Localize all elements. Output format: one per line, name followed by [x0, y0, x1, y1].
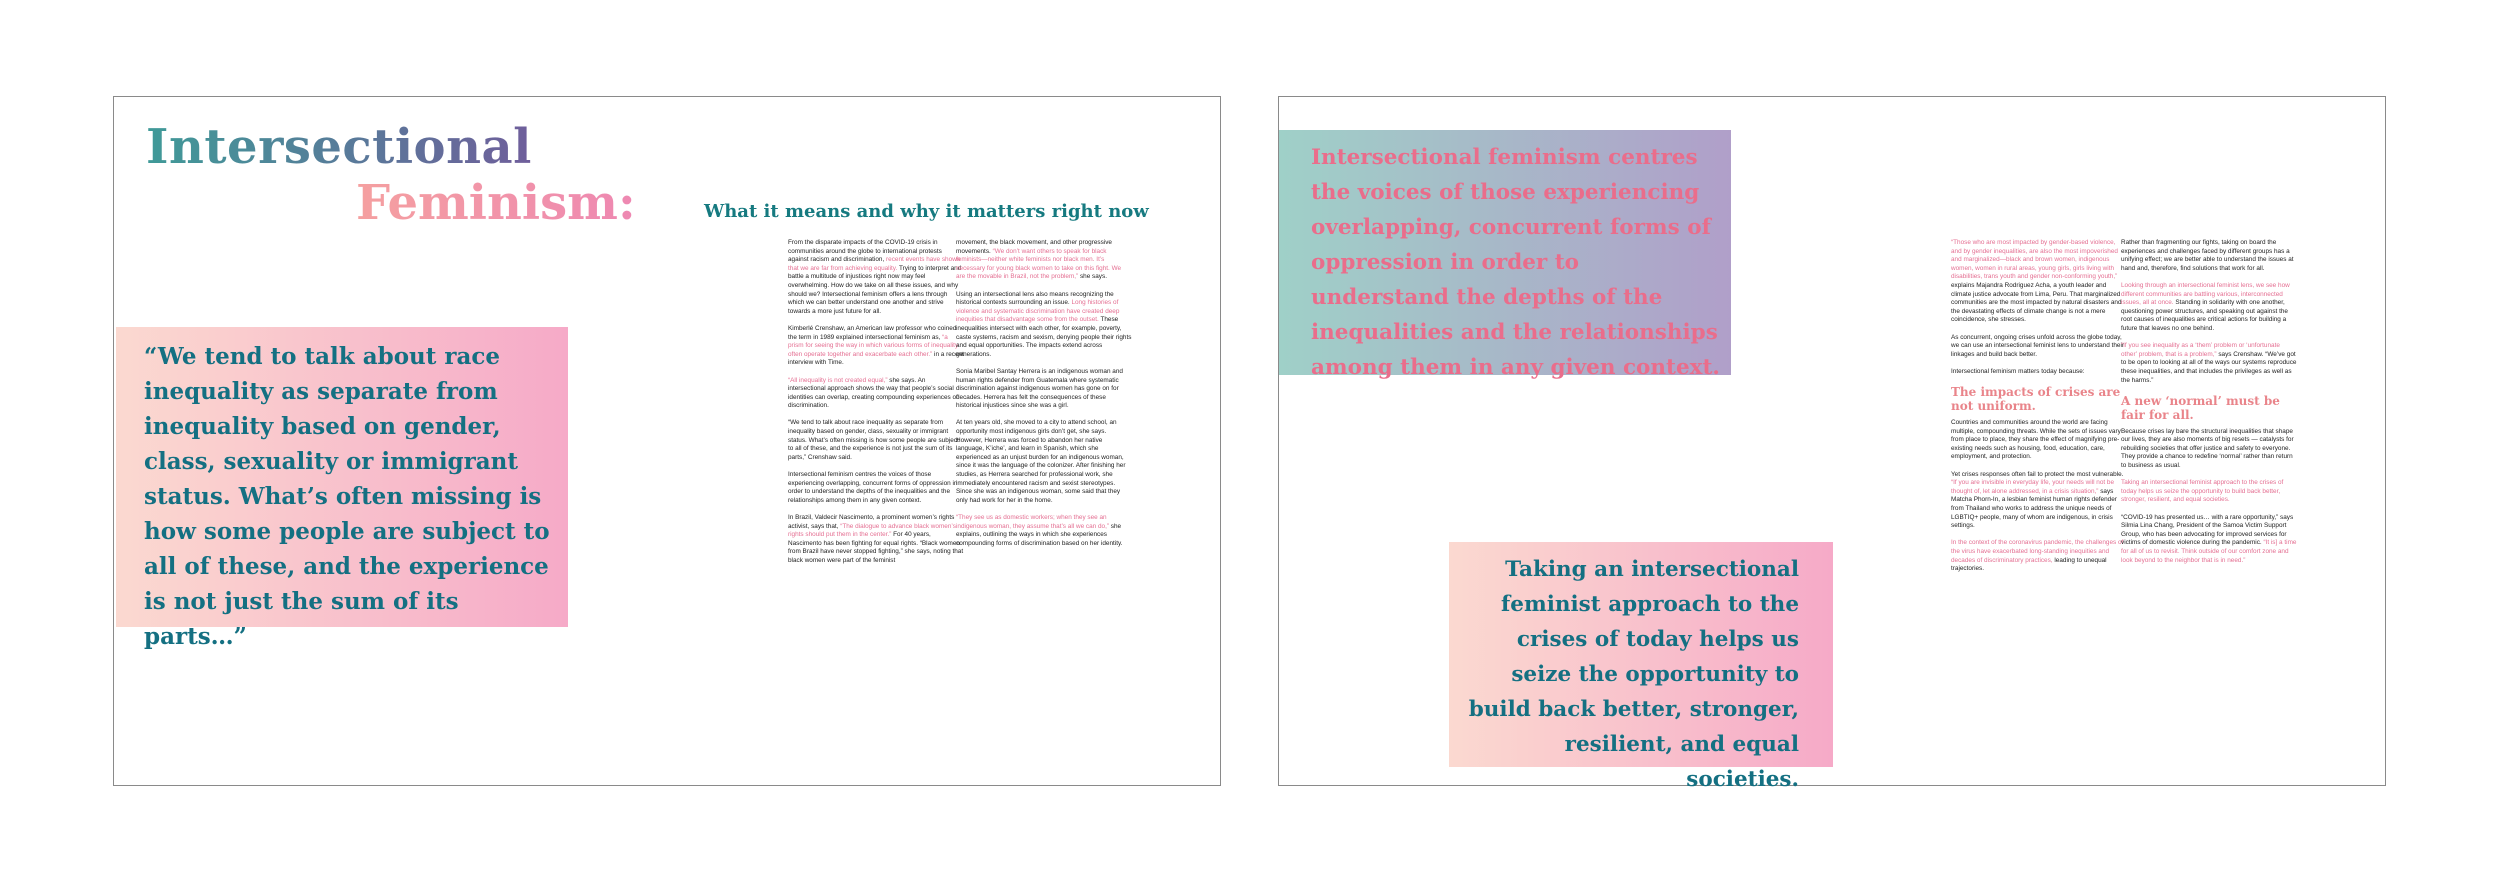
text: Standing in solidarity with one another, questioning power structures, and speaking out against the root causes of inequalities are critical actions for building a future that leaves no one behind.	[2121, 299, 2288, 332]
left-page	[113, 96, 1221, 786]
body-column-2	[956, 239, 1132, 557]
paragraph	[1951, 239, 2127, 325]
body-column-4	[2121, 239, 2297, 574]
paragraph: As concurrent, ongoing crises unfold across the globe today, we can use an intersectional feminist lens to understand their linkages and build back better.	[1951, 333, 2124, 358]
text: These inequalities intersect with each other, for example, poverty, caste systems, racism and sexism, denying people their rights and equal opportunities. The impacts extend across generations.	[956, 316, 1132, 358]
pull-quote-text: “We tend to talk about race inequality as separate from inequality based on gender, class, sexuality or immigrant status. What’s often missing is how some people are subject to all of these, and the experience is not just the sum of its parts…”	[144, 343, 550, 650]
pull-quote-text: Taking an intersectional feminist approach to the crises of today helps us seize the opportunity to build back better, stronger, resilient, and equal societies.	[1468, 557, 1799, 792]
callout-text: Intersectional feminism centres the voices of those experiencing overlapping, concurrent forms of oppression in order to understand the depths of the inequalities and the relationships among them in any given context.	[1311, 145, 1720, 380]
paragraph: Rather than fragmenting our fights, taking on board the experiences and challenges faced by different groups has a unifying effect; we are better able to understand the issues at hand and, therefore, find solutions that work for all.	[2121, 239, 2294, 272]
highlight-text: Long histories of violence and systematic discrimination have created deep inequities that disadvantage some from the outset.	[956, 299, 1120, 324]
text: In Brazil, Valdecir Nascimento, a prominent women’s rights activist, says that,	[788, 514, 955, 530]
paragraph: Sonia Maribel Santay Herrera is an indigenous woman and human rights defender from Guatemala where systematic discrimination against indigenous women has gone on for decades. Herrera has felt the consequences of these historical injustices since she was a girl.	[956, 367, 1123, 410]
highlight-text: “All inequality is not created equal,”	[788, 376, 888, 384]
paragraph: At ten years old, she moved to a city to attend school, an opportunity most indigenous girls don’t get, she says. However, Herrera was forced to abandon her native language, K’iche’, and learn in Spanish, which she experienced as an unjust burden for an indigenous woman, since it was the language of the colonizer. After finishing her studies, as Herrera searched for professional work, she immediately encountered racism and sexist stereotypes. Since she was an indigenous woman, some said that they only had work for her in the home.	[956, 419, 1126, 504]
text: “COVID-19 has presented us… with a rare opportunity,” says Silmia Lina Chang, President of the Samoa Victim Support Group, who has been advocating for improved services for victims of domestic violence during the pandemic.	[2121, 513, 2294, 547]
text: says Matcha Phorn-In, a lesbian feminist human rights defender from Thailand who works to address the unique needs of LGBTIQ+ people, many of whom are indigenous, in crisis settings.	[1951, 487, 2117, 530]
subtitle: What it means and why it matters right now	[704, 201, 1149, 222]
highlight-text: Looking through an intersectional feminist lens, we see how different communities are battling various, interconnected issues, all at once.	[2121, 281, 2290, 307]
text: she explains, outlining the ways in which she experiences compounding forms of discrimination based on her identity.	[956, 522, 1123, 547]
section-heading: A new ‘normal’ must be fair for all.	[2121, 393, 2280, 422]
body-column-3	[1951, 239, 2127, 582]
highlight-text: “We don’t want others to speak for black feminists—neither white feminists nor black men. It’s necessary for young black women to take on this fight. We are the movable in Brazil, not the problem,”	[956, 247, 1122, 281]
text: in a recent interview with Time.	[788, 350, 964, 367]
highlight-text: “If you are invisible in everyday life, your needs will not be thought of, let alone addressed, in a crisis situation,”	[1951, 479, 2115, 495]
highlight-text: “Those who are most impacted by gender-based violence, and by gender inequalities, are also the most impoverished and marginalized—black and brown women, indigenous women, women in rural areas, young girls, girls living with disabilities, trans youth and gender non-conforming youth,”	[1951, 239, 2118, 281]
section-heading: The impacts of crises are not uniform.	[1951, 385, 2121, 414]
highlight-text: recent events have shown that we are far from achieving equality.	[788, 256, 961, 272]
body-column-1	[788, 239, 964, 574]
highlight-text: “The dialogue to advance black women’s rights should put them in the center.”	[788, 522, 956, 539]
text: explains Majandra Rodriguez Acha, a youth leader and climate justice advocate from Lima, Peru. That marginalized communities are the most impacted by natural disasters and the devastating effects of climate change is not a mere coincidence, she stresses.	[1951, 281, 2122, 324]
paragraph	[956, 514, 1132, 548]
highlight-text: “a prism for seeing the way in which various forms of inequality often operate together and exacerbate each other.”	[788, 333, 959, 358]
text: she says. An intersectional approach shows the way that people’s social identities can overlap, creating compounding experiences of discrimination.	[788, 376, 958, 410]
paragraph: Because crises lay bare the structural inequalities that shape our lives, they are also moments of big resets — catalysts for rebuilding societies that offer justice and safety to everyone. They provide a chance to redefine ‘normal’ rather than return to business as usual.	[2121, 427, 2294, 470]
right-page	[1278, 96, 2386, 792]
paragraph	[1951, 539, 2127, 573]
highlight-text: “If you see inequality as a ‘them’ problem or ‘unfortunate other’ problem, that is a problem,”	[2121, 342, 2280, 358]
text: says Crenshaw. “We’ve got to be open to looking at all of the ways our systems reproduce these inequalities, and that includes the privileges as well as the harms.”	[2121, 350, 2297, 384]
pull-quote-box	[1449, 542, 1833, 792]
paragraph: Taking an intersectional feminist approach to the crises of today helps us seize the opportunity to build back better, stronger, resilient, and equal societies.	[2121, 479, 2284, 504]
text: Kimberlé Crenshaw, an American law professor who coined the term in 1989 explained intersectional feminism as,	[788, 324, 957, 341]
text: From the disparate impacts of the COVID-19 crisis in communities around the globe to international protests against racism and discrimination,	[788, 239, 942, 264]
title-line-2: Feminism:	[356, 175, 636, 231]
text: leading to unequal trajectories.	[1951, 556, 2107, 573]
paragraph	[788, 377, 964, 411]
title-line-1: Intersectional	[146, 119, 532, 175]
paragraph	[788, 325, 964, 368]
paragraph	[788, 514, 964, 566]
paragraph: Intersectional feminism centres the voices of those experiencing overlapping, concurrent forms of oppression in order to understand the depths of the inequalities and the relationships among them in any given context.	[788, 471, 958, 504]
text: Using an intersectional lens also means recognizing the historical contexts surrounding an issue.	[956, 290, 1114, 307]
text: Yet crises responses often fail to protect the most vulnerable.	[1951, 470, 2124, 478]
paragraph	[956, 239, 1132, 282]
callout-box	[1279, 130, 1731, 380]
highlight-text: “It is] a time for all of us to revisit. Think outside of our comfort zone and look beyond to the neighbor that is in need.”	[2121, 539, 2297, 564]
highlight-text: In the context of the coronavirus pandemic, the challenges of the virus have exacerbated long-standing inequities and decades of discriminatory practices,	[1951, 539, 2124, 564]
paragraph	[2121, 282, 2297, 334]
paragraph: Countries and communities around the world are facing multiple, compounding threats. While the sets of issues vary from place to place, they share the effect of magnifying pre-existing needs such as housing, food, education, care, employment, and protection.	[1951, 419, 2121, 461]
paragraph: “We tend to talk about race inequality as separate from inequality based on gender, class, sexuality or immigrant status. What’s often missing is how some people are subject to all of these, and the experience is not just the sum of its parts,” Crenshaw said.	[788, 419, 959, 461]
highlight-text: “They see us as domestic workers; when they see an indigenous woman, they assume that’s all we can do,”	[956, 514, 1109, 530]
paragraph	[1951, 471, 2127, 531]
text: movement, the black movement, and other progressive movements.	[956, 239, 1112, 255]
paragraph: Intersectional feminism matters today because:	[1951, 367, 2085, 375]
paragraph	[956, 291, 1132, 360]
paragraph	[2121, 342, 2297, 385]
pull-quote-box	[116, 327, 568, 650]
text: she says.	[1078, 273, 1107, 281]
text: Trying to interpret and battle a multitude of injustices right now may feel overwhelming. How do we take on all these issues, and why should we? Intersectional feminism offers a lens through which we can better understand one another and strive towards a more just future for all.	[788, 264, 962, 315]
text: For 40 years, Nascimento has been fighting for equal rights. “Black women from Brazil have never stopped fighting,” she says, noting that black women were part of the feminist	[788, 531, 964, 564]
paragraph	[788, 239, 964, 316]
paragraph	[2121, 514, 2297, 566]
